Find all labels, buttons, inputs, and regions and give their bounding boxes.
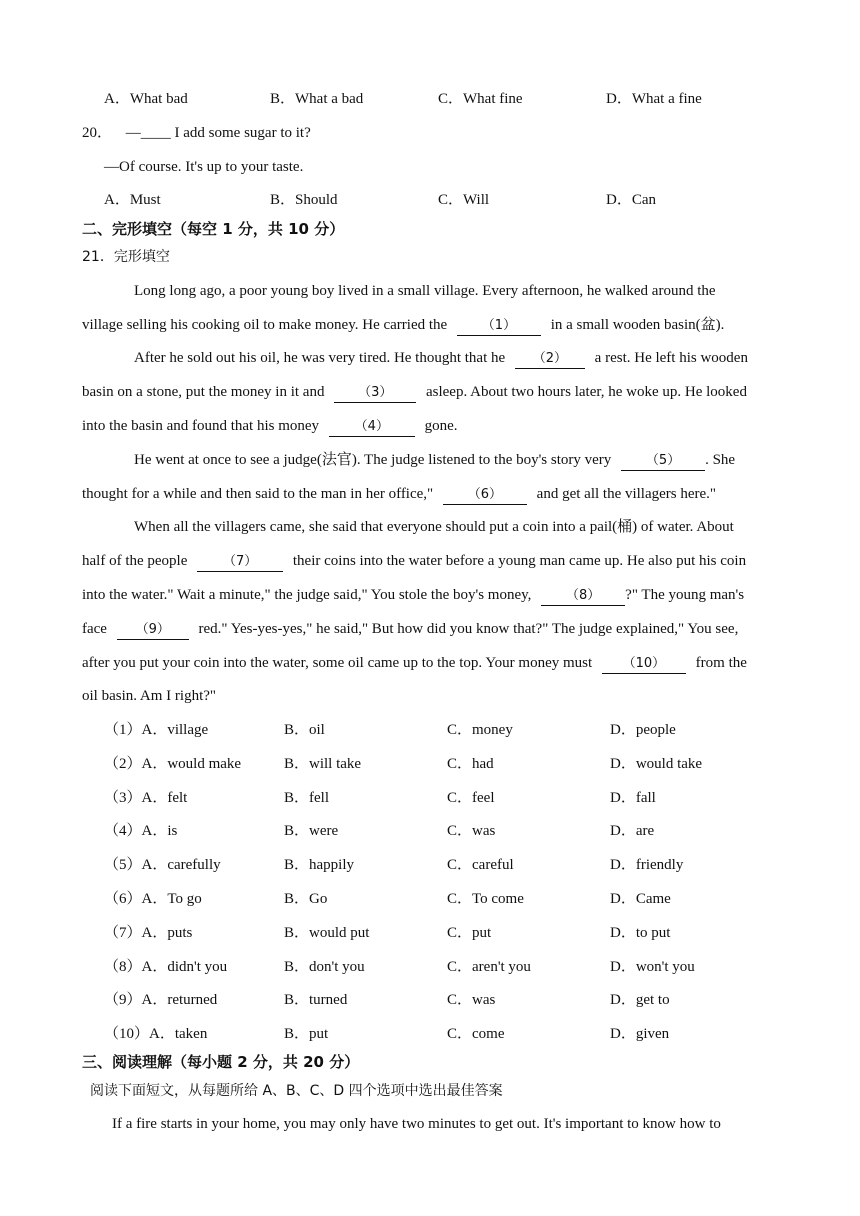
passage-text: face bbox=[82, 621, 107, 637]
choice-1-c: C．money bbox=[447, 722, 513, 738]
passage-text: into the water." Wait a minute," the judge said," You stole the boy's money, bbox=[82, 587, 532, 603]
passage-line bbox=[134, 348, 748, 369]
passage-text: from the bbox=[695, 655, 747, 671]
choice-4-c: C．was bbox=[447, 823, 496, 839]
reading-passage-line: If a fire starts in your home, you may only have two minutes to get out. It's important to know how to bbox=[112, 1116, 721, 1132]
passage-text: He went at once to see a judge(法官). The judge listened to the boy's story very bbox=[134, 452, 612, 468]
choice-6-d: D．Came bbox=[610, 891, 671, 907]
blank-10: （10） bbox=[602, 655, 686, 674]
q20-blank: ____ bbox=[140, 125, 171, 141]
q20-dash: — bbox=[125, 125, 141, 141]
passage-text: thought for a while and then said to the man in her office," bbox=[82, 486, 434, 502]
choice-4-b: B．were bbox=[284, 823, 339, 839]
q20-option-c: C．Will bbox=[438, 192, 490, 208]
passage-text: . She bbox=[705, 452, 736, 468]
choice-10-c: C．come bbox=[447, 1026, 505, 1042]
choice-10-d: D．given bbox=[610, 1026, 670, 1042]
passage-line bbox=[82, 551, 746, 572]
q19-option-a: A．What bad bbox=[104, 91, 188, 107]
passage-line: Long long ago, a poor young boy lived in a small village. Every afternoon, he walked around the bbox=[134, 283, 716, 299]
passage-line: When all the villagers came, she said that everyone should put a coin into a pail(桶) of water. About bbox=[134, 519, 734, 535]
passage-text: and get all the villagers here." bbox=[536, 486, 717, 502]
q20-number: 20． bbox=[82, 125, 113, 141]
section2-heading: 二、完形填空（每空 1 分，共 10 分） bbox=[82, 220, 345, 238]
passage-line bbox=[82, 585, 744, 606]
choice-1-b: B．oil bbox=[284, 722, 325, 738]
blank-3: （3） bbox=[334, 384, 416, 403]
blank-6: （6） bbox=[443, 486, 527, 505]
choice-5-c: C．careful bbox=[447, 857, 514, 873]
blank-5: （5） bbox=[621, 452, 705, 471]
choice-3-b: B．fell bbox=[284, 790, 329, 806]
passage-line: oil basin. Am I right?" bbox=[82, 688, 217, 704]
passage-text: gone. bbox=[424, 418, 458, 434]
passage-line bbox=[134, 450, 735, 471]
passage-line bbox=[82, 484, 716, 505]
choice-1-a: （1）A．village bbox=[104, 722, 209, 738]
passage-text: basin on a stone, put the money in it and bbox=[82, 384, 325, 400]
choice-8-c: C．aren't you bbox=[447, 959, 531, 975]
choice-9-c: C．was bbox=[447, 992, 496, 1008]
choice-1-d: D．people bbox=[610, 722, 676, 738]
choice-3-a: （3）A．felt bbox=[104, 790, 188, 806]
choice-2-d: D．would take bbox=[610, 756, 703, 772]
passage-line bbox=[82, 619, 738, 640]
q20-option-a: A．Must bbox=[104, 192, 161, 208]
passage-line bbox=[82, 416, 457, 437]
blank-7: （7） bbox=[197, 553, 283, 572]
choice-3-c: C．feel bbox=[447, 790, 495, 806]
q20-stem-text: I add some sugar to it? bbox=[170, 125, 311, 141]
q21-label: 21．完形填空 bbox=[82, 249, 170, 265]
passage-text: village selling his cooking oil to make money. He carried the bbox=[82, 317, 448, 333]
choice-2-a: （2）A．would make bbox=[104, 756, 242, 772]
choice-8-a: （8）A．didn't you bbox=[104, 959, 228, 975]
passage-text: into the basin and found that his money bbox=[82, 418, 320, 434]
passage-text: half of the people bbox=[82, 553, 188, 569]
q19-option-c: C．What fine bbox=[438, 91, 523, 107]
choice-5-a: （5）A．carefully bbox=[104, 857, 221, 873]
q19-option-d: D．What a fine bbox=[606, 91, 702, 107]
choice-7-a: （7）A．puts bbox=[104, 925, 193, 941]
choice-6-a: （6）A．To go bbox=[104, 891, 202, 907]
passage-text: ?" The young man's bbox=[625, 587, 745, 603]
passage-text: asleep. About two hours later, he woke up. He looked bbox=[425, 384, 747, 400]
section3-instruction: 阅读下面短文，从每题所给 A、B、C、D 四个选项中选出最佳答案 bbox=[90, 1083, 503, 1099]
choice-7-d: D．to put bbox=[610, 925, 671, 941]
choice-7-c: C．put bbox=[447, 925, 492, 941]
q20-option-b: B．Should bbox=[270, 192, 338, 208]
choice-9-d: D．get to bbox=[610, 992, 670, 1008]
passage-line bbox=[82, 653, 747, 674]
choice-9-b: B．turned bbox=[284, 992, 348, 1008]
passage-text: after you put your coin into the water, some oil came up to the top. Your money must bbox=[82, 655, 593, 671]
passage-text: their coins into the water before a young man came up. He also put his coin bbox=[292, 553, 747, 569]
choice-8-d: D．won't you bbox=[610, 959, 695, 975]
blank-9: （9） bbox=[117, 621, 189, 640]
q20-stem bbox=[82, 123, 311, 143]
passage-text: a rest. He left his wooden bbox=[594, 350, 748, 366]
choice-5-b: B．happily bbox=[284, 857, 354, 873]
choice-4-d: D．are bbox=[610, 823, 655, 839]
choice-3-d: D．fall bbox=[610, 790, 656, 806]
q20-option-d: D．Can bbox=[606, 192, 656, 208]
blank-8: （8） bbox=[541, 587, 625, 606]
blank-1: （1） bbox=[457, 317, 541, 336]
choice-6-b: B．Go bbox=[284, 891, 328, 907]
passage-text: After he sold out his oil, he was very tired. He thought that he bbox=[134, 350, 506, 366]
passage-text: red." Yes-yes-yes," he said," But how did you know that?" The judge explained," You see, bbox=[198, 621, 739, 637]
choice-4-a: （4）A．is bbox=[104, 823, 178, 839]
blank-2: （2） bbox=[515, 350, 585, 369]
blank-4: （4） bbox=[329, 418, 415, 437]
choice-6-c: C．To come bbox=[447, 891, 524, 907]
section3-heading: 三、阅读理解（每小题 2 分，共 20 分） bbox=[82, 1053, 360, 1071]
choice-7-b: B．would put bbox=[284, 925, 370, 941]
choice-2-b: B．will take bbox=[284, 756, 362, 772]
choice-10-a: （10）A．taken bbox=[104, 1026, 208, 1042]
passage-line bbox=[82, 315, 724, 336]
choice-8-b: B．don't you bbox=[284, 959, 365, 975]
choice-5-d: D．friendly bbox=[610, 857, 684, 873]
passage-line bbox=[82, 382, 747, 403]
choice-2-c: C．had bbox=[447, 756, 494, 772]
choice-10-b: B．put bbox=[284, 1026, 329, 1042]
q20-reply: —Of course. It's up to your taste. bbox=[104, 159, 304, 175]
passage-text: in a small wooden basin(盆). bbox=[550, 317, 725, 333]
choice-9-a: （9）A．returned bbox=[104, 992, 218, 1008]
q19-option-b: B．What a bad bbox=[270, 91, 364, 107]
